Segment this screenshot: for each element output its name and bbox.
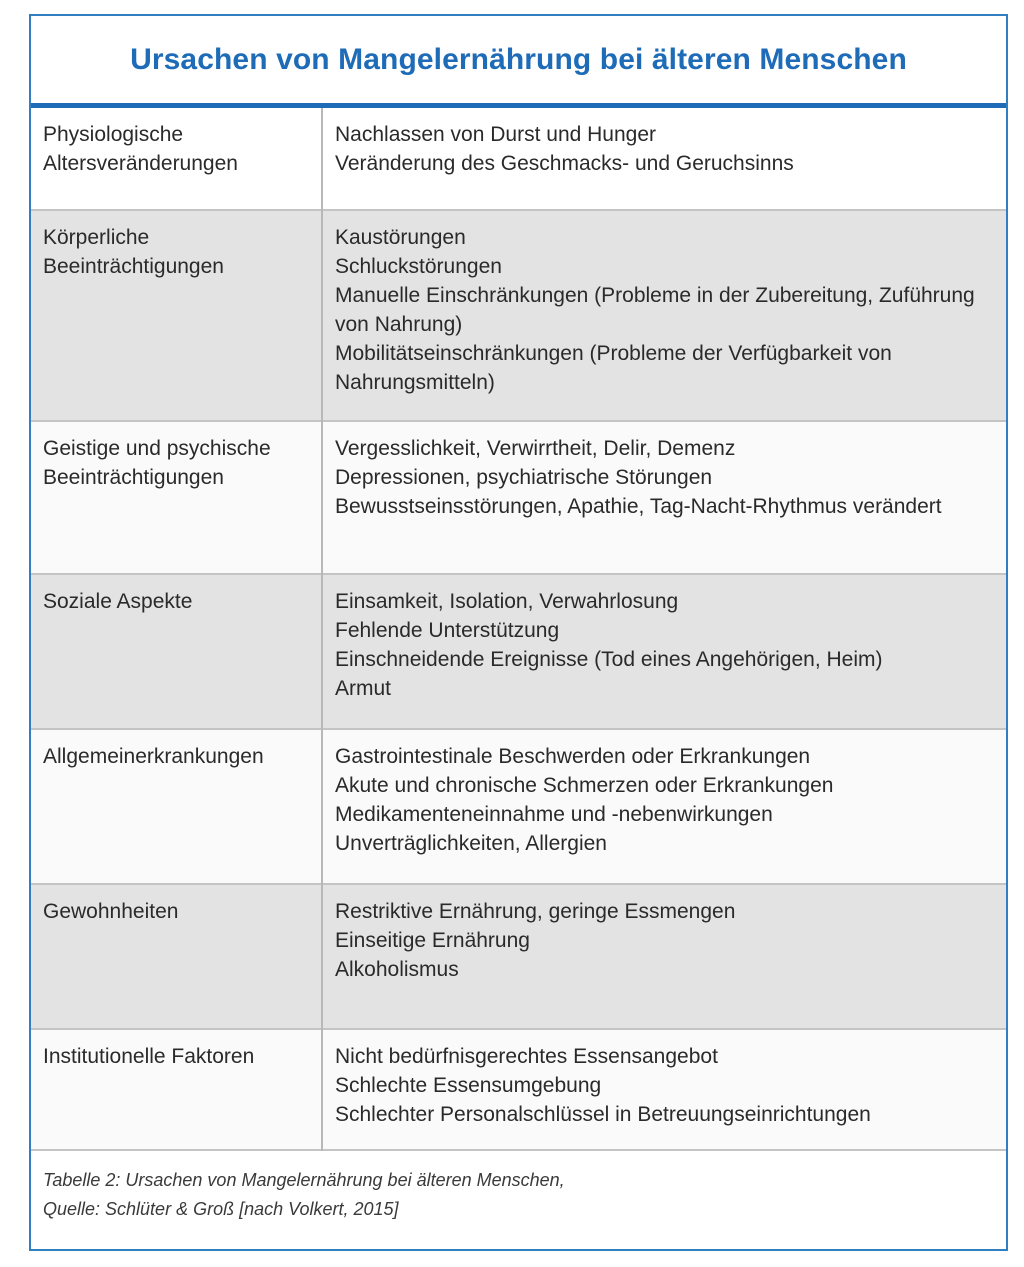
column-divider bbox=[321, 108, 323, 1151]
list-item: Gastrointestinale Beschwerden oder Erkrankungen bbox=[335, 745, 811, 768]
list-item: Medikamenteneinnahme und -nebenwirkungen bbox=[335, 803, 773, 826]
list-item: Schlechter Personalschlüssel in Betreuungseinrichtungen bbox=[335, 1103, 871, 1126]
table-row bbox=[31, 730, 1006, 885]
cause-list bbox=[335, 587, 1000, 703]
category-label: Geistige und psychische Beeinträchtigungen bbox=[43, 437, 271, 489]
list-item: Schluckstörungen bbox=[335, 255, 502, 278]
list-item: Restriktive Ernährung, geringe Essmengen bbox=[335, 900, 736, 923]
list-item: Mobilitätseinschränkungen (Probleme der Verfügbarkeit von Nahrungsmitteln) bbox=[335, 342, 892, 394]
list-item: Armut bbox=[335, 677, 392, 700]
list-item: Kaustörungen bbox=[335, 226, 466, 249]
category-label: Körperliche Beeinträchtigungen bbox=[43, 226, 224, 278]
list-item: Veränderung des Geschmacks- und Geruchsinns bbox=[335, 152, 794, 175]
list-item: Nachlassen von Durst und Hunger bbox=[335, 123, 657, 146]
table-row bbox=[31, 1030, 1006, 1151]
cause-list bbox=[335, 434, 1000, 521]
table-row bbox=[31, 108, 1006, 211]
caption-line: Quelle: Schlüter & Groß [nach Volkert, 2015] bbox=[43, 1199, 399, 1219]
table-row bbox=[31, 575, 1006, 730]
table-row bbox=[31, 211, 1006, 422]
category-label: Allgemeinerkrankungen bbox=[43, 745, 264, 768]
table-frame bbox=[29, 14, 1008, 1251]
list-item: Manuelle Einschränkungen (Probleme in der Zubereitung, Zuführung von Nahrung) bbox=[335, 284, 975, 336]
title-bar bbox=[31, 16, 1006, 108]
category-label: Physiologische Altersveränderungen bbox=[43, 123, 238, 175]
list-item: Bewusstseinsstörungen, Apathie, Tag-Nacht-Rhythmus verändert bbox=[335, 495, 942, 518]
category-label: Institutionelle Faktoren bbox=[43, 1045, 255, 1068]
list-item: Einschneidende Ereignisse (Tod eines Angehörigen, Heim) bbox=[335, 648, 883, 671]
table-caption bbox=[43, 1166, 994, 1224]
table-row bbox=[31, 885, 1006, 1030]
list-item: Alkoholismus bbox=[335, 958, 459, 981]
table-row bbox=[31, 422, 1006, 575]
list-item: Unverträglichkeiten, Allergien bbox=[335, 832, 607, 855]
list-item: Depressionen, psychiatrische Störungen bbox=[335, 466, 713, 489]
list-item: Nicht bedürfnisgerechtes Essensangebot bbox=[335, 1045, 718, 1068]
list-item: Einseitige Ernährung bbox=[335, 929, 530, 952]
cause-list bbox=[335, 120, 1000, 178]
list-item: Vergesslichkeit, Verwirrtheit, Delir, Demenz bbox=[335, 437, 736, 460]
cause-list bbox=[335, 742, 1000, 858]
category-label: Gewohnheiten bbox=[43, 900, 179, 923]
list-item: Einsamkeit, Isolation, Verwahrlosung bbox=[335, 590, 679, 613]
list-item: Akute und chronische Schmerzen oder Erkrankungen bbox=[335, 774, 834, 797]
category-label: Soziale Aspekte bbox=[43, 590, 193, 613]
table-title: Ursachen von Mangelernährung bei älteren Menschen bbox=[130, 42, 907, 76]
caption-line: Tabelle 2: Ursachen von Mangelernährung bei älteren Menschen, bbox=[43, 1170, 565, 1190]
list-item: Schlechte Essensumgebung bbox=[335, 1074, 602, 1097]
list-item: Fehlende Unterstützung bbox=[335, 619, 560, 642]
cause-list bbox=[335, 1042, 1000, 1129]
cause-list bbox=[335, 223, 1000, 397]
cause-list bbox=[335, 897, 1000, 984]
